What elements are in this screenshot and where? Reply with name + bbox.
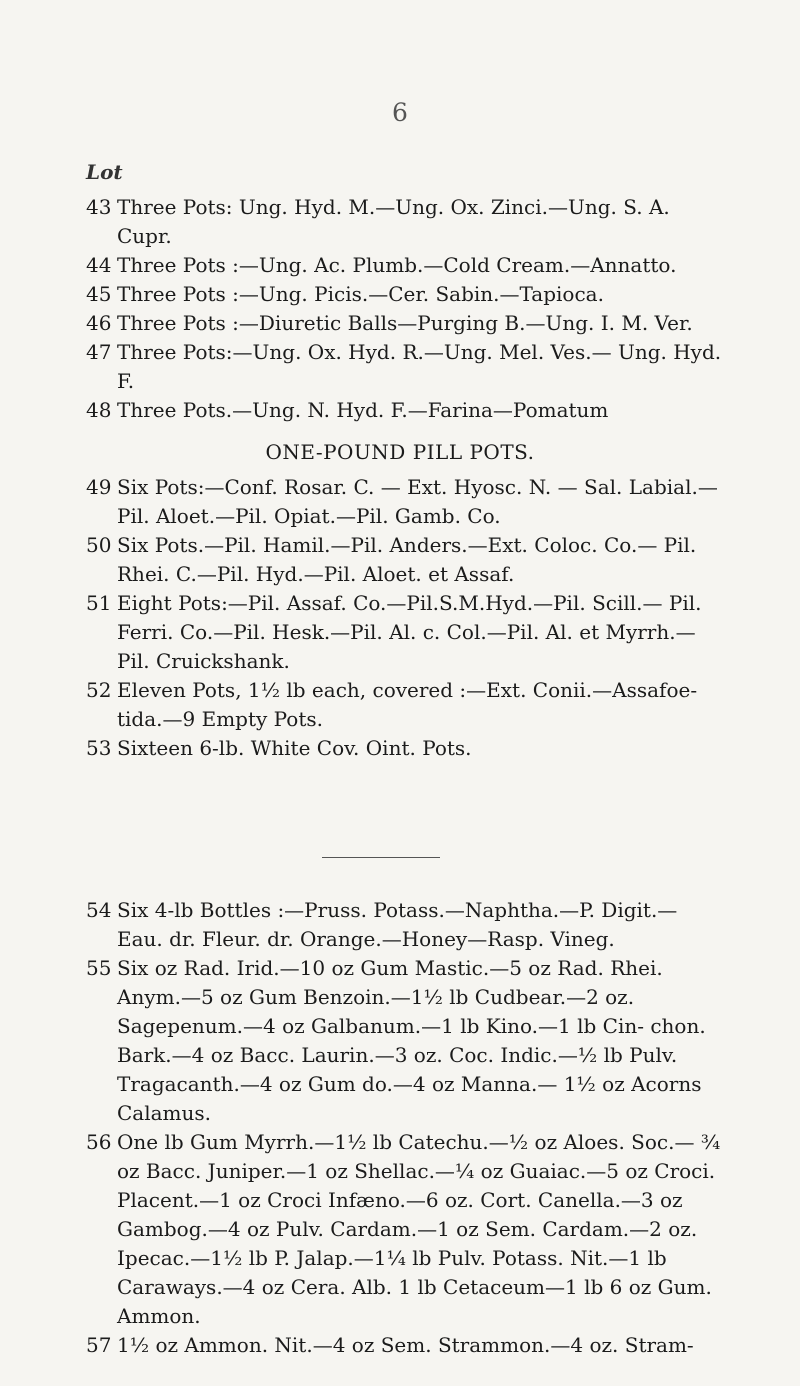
lot-description: Three Pots.—Ung. N. Hyd. F.—Farina—Pomatum — [117, 398, 609, 422]
lot-description: Six oz Rad. Irid.—10 oz Gum Mastic.—5 oz Rad. Rhei. Anym.—5 oz Gum Benzoin.—1½ lb Cudbear.—2 oz. Sagepenum.—4 oz Galbanum.—1 lb Kino.—1 lb Cin- chon. Bark.—4 oz Bacc. Laurin.—3 oz. Coc. Indic.—½ lb Pulv. Tragacanth.—4 oz Gum do.—4 oz Manna.— 1½ oz Acorns Calamus. — [117, 956, 706, 1125]
lot-entry — [86, 676, 726, 734]
lot-description: Sixteen 6-lb. White Cov. Oint. Pots. — [117, 736, 472, 760]
lot-number: 49 — [86, 475, 112, 499]
lot-number: 53 — [86, 736, 112, 760]
lot-number: 57 — [86, 1333, 112, 1357]
lot-entry — [86, 396, 726, 425]
lot-description: Six 4-lb Bottles :—Pruss. Potass.—Naphtha.—P. Digit.— Eau. dr. Fleur. dr. Orange.—Honey—Rasp. Vineg. — [117, 898, 678, 951]
lot-description: Three Pots:—Ung. Ox. Hyd. R.—Ung. Mel. Ves.— Ung. Hyd. F. — [117, 340, 722, 393]
lot-number: 46 — [86, 311, 112, 335]
lot-entry — [86, 954, 726, 1128]
lot-number: 48 — [86, 398, 112, 422]
lot-entry — [86, 1331, 726, 1360]
lot-entry — [86, 531, 726, 589]
lot-entry — [86, 734, 726, 763]
lot-description: Three Pots: Ung. Hyd. M.—Ung. Ox. Zinci.—Ung. S. A. Cupr. — [117, 195, 670, 248]
lot-number: 45 — [86, 282, 112, 306]
lot-number: 56 — [86, 1130, 112, 1154]
lot-description: Six Pots.—Pil. Hamil.—Pil. Anders.—Ext. Coloc. Co.— Pil. Rhei. C.—Pil. Hyd.—Pil. Aloet. et Assaf. — [117, 533, 697, 586]
lot-entry — [86, 589, 726, 676]
lot-number: 43 — [86, 195, 112, 219]
lot-number: 50 — [86, 533, 112, 557]
lot-number: 52 — [86, 678, 112, 702]
lot-list-part3 — [86, 896, 726, 1360]
lot-number: 44 — [86, 253, 112, 277]
lot-entry — [86, 896, 726, 954]
lot-number: 54 — [86, 898, 112, 922]
lot-entry — [86, 193, 726, 251]
lot-description: 1½ oz Ammon. Nit.—4 oz Sem. Strammon.—4 oz. Stram- — [117, 1333, 694, 1357]
lot-description: Three Pots :—Diuretic Balls—Purging B.—Ung. I. M. Ver. — [117, 311, 693, 335]
section-heading: ONE-POUND PILL POTS. — [265, 440, 535, 464]
lot-number: 47 — [86, 340, 112, 364]
section-divider — [322, 857, 440, 858]
lot-description: Eight Pots:—Pil. Assaf. Co.—Pil.S.M.Hyd.—Pil. Scill.— Pil. Ferri. Co.—Pil. Hesk.—Pil. Al. c. Col.—Pil. Al. et Myrrh.—Pil. Cruickshank. — [117, 591, 702, 673]
lot-entry — [86, 1128, 726, 1331]
lot-description: One lb Gum Myrrh.—1½ lb Catechu.—½ oz Aloes. Soc.— ¾ oz Bacc. Juniper.—1 oz Shellac.—¼ oz Guaiac.—5 oz Croci. Placent.—1 oz Croci Infæno.—6 oz. Cort. Canella.—3 oz Gambog.—4 oz Pulv. Cardam.—1 oz Sem. Cardam.—2 oz. Ipecac.—1½ lb P. Jalap.—1¼ lb Pulv. Potass. Nit.—1 lb Caraways.—4 oz Cera. Alb. 1 lb Cetaceum—1 lb 6 oz Gum. Ammon. — [117, 1130, 721, 1328]
lot-entry — [86, 251, 726, 280]
lot-entry — [86, 338, 726, 396]
lot-number: 51 — [86, 591, 112, 615]
lot-entry — [86, 473, 726, 531]
page-number: 6 — [392, 98, 408, 127]
lot-entry — [86, 280, 726, 309]
lot-number: 55 — [86, 956, 112, 980]
lot-description: Six Pots:—Conf. Rosar. C. — Ext. Hyosc. N. — Sal. Labial.—Pil. Aloet.—Pil. Opiat.—Pil. Gamb. Co. — [117, 475, 718, 528]
lot-list-part1 — [86, 193, 726, 425]
lot-entry — [86, 309, 726, 338]
lot-list-part2 — [86, 473, 726, 763]
lot-column-label: Lot — [86, 160, 123, 184]
lot-description: Three Pots :—Ung. Ac. Plumb.—Cold Cream.—Annatto. — [117, 253, 677, 277]
lot-description: Eleven Pots, 1½ lb each, covered :—Ext. Conii.—Assafoe- tida.—9 Empty Pots. — [117, 678, 698, 731]
lot-description: Three Pots :—Ung. Picis.—Cer. Sabin.—Tapioca. — [117, 282, 604, 306]
